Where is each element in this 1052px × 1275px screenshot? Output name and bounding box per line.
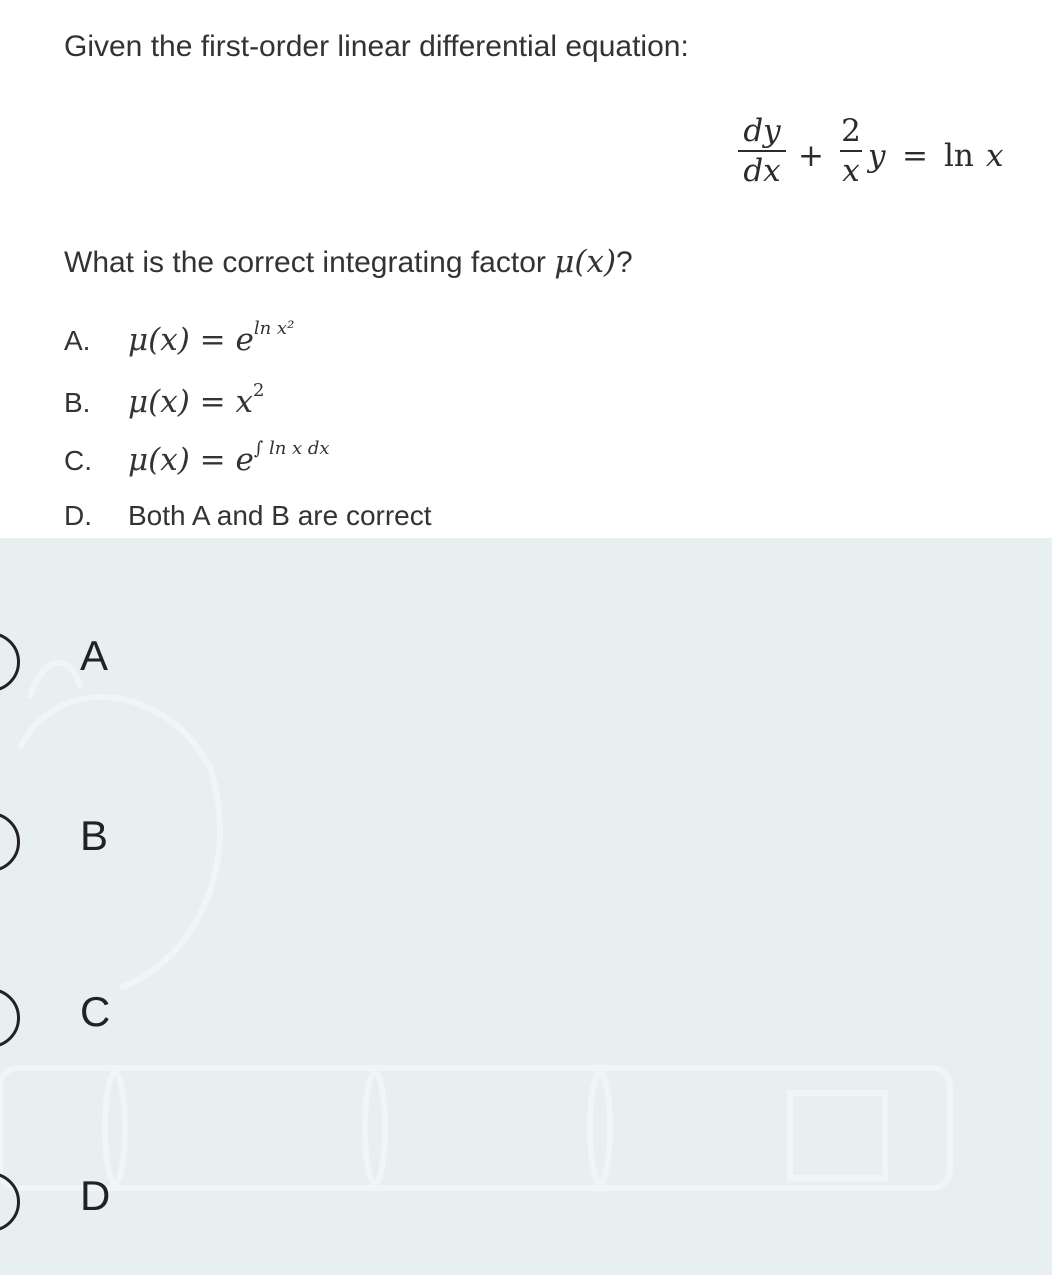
- prompt-end: ?: [616, 246, 633, 279]
- variable-y: y: [868, 138, 886, 174]
- plus-sign: +: [798, 138, 824, 174]
- variable-x: x: [986, 138, 1004, 174]
- choice-label[interactable]: D: [80, 1172, 111, 1219]
- option-expression: μ(x) = x: [128, 384, 253, 420]
- option-superscript: 2: [252, 380, 265, 401]
- question-intro: Given the first-order linear differential equation:: [64, 30, 689, 63]
- choice-d[interactable]: [0, 1166, 300, 1236]
- choice-c[interactable]: [0, 982, 300, 1052]
- option-letter: B.: [64, 387, 91, 418]
- option-superscript: ln x²: [253, 318, 295, 339]
- fraction-dy-dx: [736, 112, 788, 190]
- radio-button[interactable]: [0, 812, 20, 872]
- fraction-numerator: 2: [841, 113, 861, 149]
- radio-button[interactable]: [0, 1172, 20, 1232]
- option-a: [64, 318, 294, 358]
- choice-b[interactable]: [0, 806, 300, 876]
- equals-sign: =: [902, 138, 928, 174]
- choice-a[interactable]: [0, 626, 300, 696]
- equation: [736, 112, 1036, 212]
- option-letter: A.: [64, 325, 91, 356]
- option-d: [64, 500, 432, 532]
- fraction-numerator: dy: [743, 113, 781, 149]
- radio-button[interactable]: [0, 988, 20, 1048]
- option-letter: C.: [64, 445, 92, 476]
- option-c: [64, 438, 330, 478]
- prompt-text: What is the correct integrating factor: [64, 246, 555, 279]
- option-expression: μ(x) = e: [128, 322, 254, 358]
- choice-label[interactable]: C: [80, 988, 111, 1035]
- radio-button[interactable]: [0, 632, 20, 692]
- choice-label[interactable]: A: [80, 632, 109, 679]
- question-prompt: [64, 244, 633, 280]
- fraction-2-x: [836, 112, 866, 190]
- fraction-denominator: dx: [743, 153, 781, 189]
- option-text: Both A and B are correct: [128, 500, 432, 531]
- option-expression: μ(x) = e: [128, 442, 254, 478]
- option-b: [64, 380, 264, 420]
- prompt-math: μ(x): [554, 244, 617, 280]
- option-letter: D.: [64, 500, 92, 531]
- option-superscript: ∫ ln x dx: [253, 438, 330, 459]
- ln-function: ln: [944, 138, 974, 174]
- choice-label[interactable]: B: [80, 812, 109, 859]
- answer-panel: [0, 538, 1052, 1275]
- fraction-denominator: x: [842, 153, 860, 189]
